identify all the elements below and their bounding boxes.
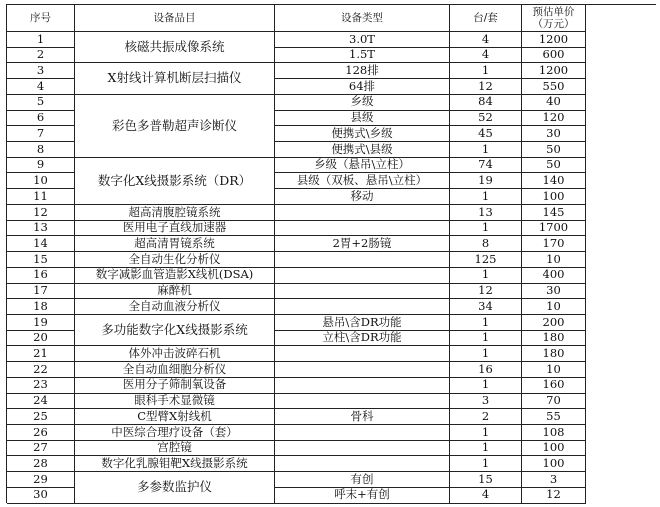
row-index: 7 — [7, 126, 75, 142]
row-index: 19 — [7, 315, 75, 331]
row-index: 4 — [7, 79, 75, 95]
row-type: 乡级 — [275, 95, 450, 111]
row-type — [275, 252, 450, 268]
row-qty: 1 — [450, 456, 522, 472]
row-qty: 12 — [450, 79, 522, 95]
row-index: 28 — [7, 456, 75, 472]
row-index: 10 — [7, 173, 75, 189]
row-price: 10 — [522, 252, 586, 268]
equipment-name: 数字化X线摄影系统（DR） — [75, 158, 275, 205]
row-type: 悬吊\含DR功能 — [275, 315, 450, 331]
row-type: 3.0T — [275, 32, 450, 48]
row-qty: 12 — [450, 284, 522, 300]
row-type: 县级 — [275, 111, 450, 127]
row-price: 3 — [522, 472, 586, 488]
row-qty: 15 — [450, 472, 522, 488]
header-index: 序号 — [7, 5, 75, 32]
row-qty: 4 — [450, 32, 522, 48]
row-price: 145 — [522, 205, 586, 221]
row-type: 便携式\乡级 — [275, 126, 450, 142]
row-price: 10 — [522, 299, 586, 315]
row-index: 5 — [7, 95, 75, 111]
row-price: 10 — [522, 362, 586, 378]
row-qty: 1 — [450, 221, 522, 237]
row-price: 160 — [522, 378, 586, 394]
row-type — [275, 456, 450, 472]
row-index: 9 — [7, 158, 75, 174]
row-qty: 1 — [450, 142, 522, 158]
row-qty: 1 — [450, 346, 522, 362]
row-index: 17 — [7, 284, 75, 300]
row-index: 30 — [7, 488, 75, 504]
equipment-name: X射线计算机断层扫描仪 — [75, 63, 275, 94]
row-qty: 4 — [450, 48, 522, 64]
row-qty: 1 — [450, 268, 522, 284]
row-index: 26 — [7, 425, 75, 441]
equipment-name: 多功能数字化X线摄影系统 — [75, 315, 275, 346]
row-index: 1 — [7, 32, 75, 48]
row-qty: 3 — [450, 394, 522, 410]
equipment-name: 医用电子直线加速器 — [75, 221, 275, 237]
header-name: 设备品目 — [75, 5, 275, 32]
row-price: 108 — [522, 425, 586, 441]
row-qty: 34 — [450, 299, 522, 315]
row-type: 1.5T — [275, 48, 450, 64]
row-price: 180 — [522, 346, 586, 362]
equipment-name: 医用分子筛制氧设备 — [75, 378, 275, 394]
equipment-name: 宫腔镜 — [75, 441, 275, 457]
equipment-name: 全自动血液分析仪 — [75, 299, 275, 315]
row-type — [275, 441, 450, 457]
row-price: 12 — [522, 488, 586, 504]
equipment-name: 数字化乳腺钼靶X线摄影系统 — [75, 456, 275, 472]
row-price: 1200 — [522, 63, 586, 79]
row-qty: 84 — [450, 95, 522, 111]
row-qty: 125 — [450, 252, 522, 268]
row-type: 64排 — [275, 79, 450, 95]
row-qty: 4 — [450, 488, 522, 504]
row-price: 200 — [522, 315, 586, 331]
header-price — [522, 5, 586, 32]
header-price-line1: 预估单价 — [532, 5, 575, 18]
equipment-name: 麻醉机 — [75, 284, 275, 300]
row-price: 100 — [522, 456, 586, 472]
row-type: 2胃+2肠镜 — [275, 236, 450, 252]
row-type — [275, 221, 450, 237]
row-type — [275, 268, 450, 284]
row-index: 25 — [7, 409, 75, 425]
equipment-name: 超高清胃镜系统 — [75, 236, 275, 252]
header-type: 设备类型 — [275, 5, 450, 32]
row-type — [275, 362, 450, 378]
row-qty: 1 — [450, 63, 522, 79]
row-price: 50 — [522, 142, 586, 158]
row-price: 50 — [522, 158, 586, 174]
row-qty: 1 — [450, 315, 522, 331]
row-qty: 1 — [450, 378, 522, 394]
row-index: 23 — [7, 378, 75, 394]
row-price: 120 — [522, 111, 586, 127]
row-index: 16 — [7, 268, 75, 284]
row-price: 550 — [522, 79, 586, 95]
row-qty: 1 — [450, 331, 522, 347]
row-type — [275, 205, 450, 221]
row-price: 600 — [522, 48, 586, 64]
row-type: 乡级（悬吊\立柱） — [275, 158, 450, 174]
row-index: 2 — [7, 48, 75, 64]
row-index: 18 — [7, 299, 75, 315]
row-type — [275, 394, 450, 410]
row-type — [275, 425, 450, 441]
equipment-name: 超高清腹腔镜系统 — [75, 205, 275, 221]
equipment-name: 眼科手术显微镜 — [75, 394, 275, 410]
row-qty: 74 — [450, 158, 522, 174]
row-price: 1700 — [522, 221, 586, 237]
row-index: 29 — [7, 472, 75, 488]
row-price: 30 — [522, 284, 586, 300]
row-qty: 19 — [450, 173, 522, 189]
row-qty: 52 — [450, 111, 522, 127]
row-type: 有创 — [275, 472, 450, 488]
row-qty: 1 — [450, 441, 522, 457]
equipment-table — [6, 4, 656, 503]
row-price: 55 — [522, 409, 586, 425]
row-price: 180 — [522, 331, 586, 347]
row-price: 40 — [522, 95, 586, 111]
row-index: 27 — [7, 441, 75, 457]
row-type — [275, 378, 450, 394]
equipment-name: 全自动生化分析仪 — [75, 252, 275, 268]
row-index: 22 — [7, 362, 75, 378]
row-index: 13 — [7, 221, 75, 237]
row-type: 骨科 — [275, 409, 450, 425]
row-index: 15 — [7, 252, 75, 268]
equipment-name: 多参数监护仪 — [75, 472, 275, 503]
row-qty: 8 — [450, 236, 522, 252]
row-type — [275, 299, 450, 315]
row-price: 1200 — [522, 32, 586, 48]
row-qty: 45 — [450, 126, 522, 142]
equipment-name: 全自动血细胞分析仪 — [75, 362, 275, 378]
row-type: 县级（双板、悬吊\立柱） — [275, 173, 450, 189]
row-index: 21 — [7, 346, 75, 362]
row-price: 100 — [522, 189, 586, 205]
row-qty: 13 — [450, 205, 522, 221]
row-type: 立柱\含DR功能 — [275, 331, 450, 347]
row-qty: 2 — [450, 409, 522, 425]
row-price: 170 — [522, 236, 586, 252]
row-price: 400 — [522, 268, 586, 284]
equipment-name: 彩色多普勒超声诊断仪 — [75, 95, 275, 158]
row-type: 128排 — [275, 63, 450, 79]
row-index: 6 — [7, 111, 75, 127]
row-type — [275, 284, 450, 300]
row-index: 24 — [7, 394, 75, 410]
row-type: 便携式\县级 — [275, 142, 450, 158]
row-type — [275, 346, 450, 362]
header-qty: 台/套 — [450, 5, 522, 32]
row-index: 20 — [7, 331, 75, 347]
row-index: 12 — [7, 205, 75, 221]
row-index: 8 — [7, 142, 75, 158]
row-price: 100 — [522, 441, 586, 457]
equipment-name: C型臂X射线机 — [75, 409, 275, 425]
row-price: 70 — [522, 394, 586, 410]
equipment-name: 核磁共振成像系统 — [75, 32, 275, 63]
row-qty: 16 — [450, 362, 522, 378]
header-price-line2: （万元） — [532, 18, 575, 30]
row-qty: 1 — [450, 425, 522, 441]
row-index: 3 — [7, 63, 75, 79]
row-price: 30 — [522, 126, 586, 142]
row-type: 移动 — [275, 189, 450, 205]
equipment-name: 中医综合理疗设备（套） — [75, 425, 275, 441]
equipment-name: 数字减影血管造影X线机(DSA) — [75, 268, 275, 284]
row-index: 14 — [7, 236, 75, 252]
row-index: 11 — [7, 189, 75, 205]
equipment-name: 体外冲击波碎石机 — [75, 346, 275, 362]
row-price: 140 — [522, 173, 586, 189]
row-qty: 1 — [450, 189, 522, 205]
row-type: 呼末+有创 — [275, 488, 450, 504]
